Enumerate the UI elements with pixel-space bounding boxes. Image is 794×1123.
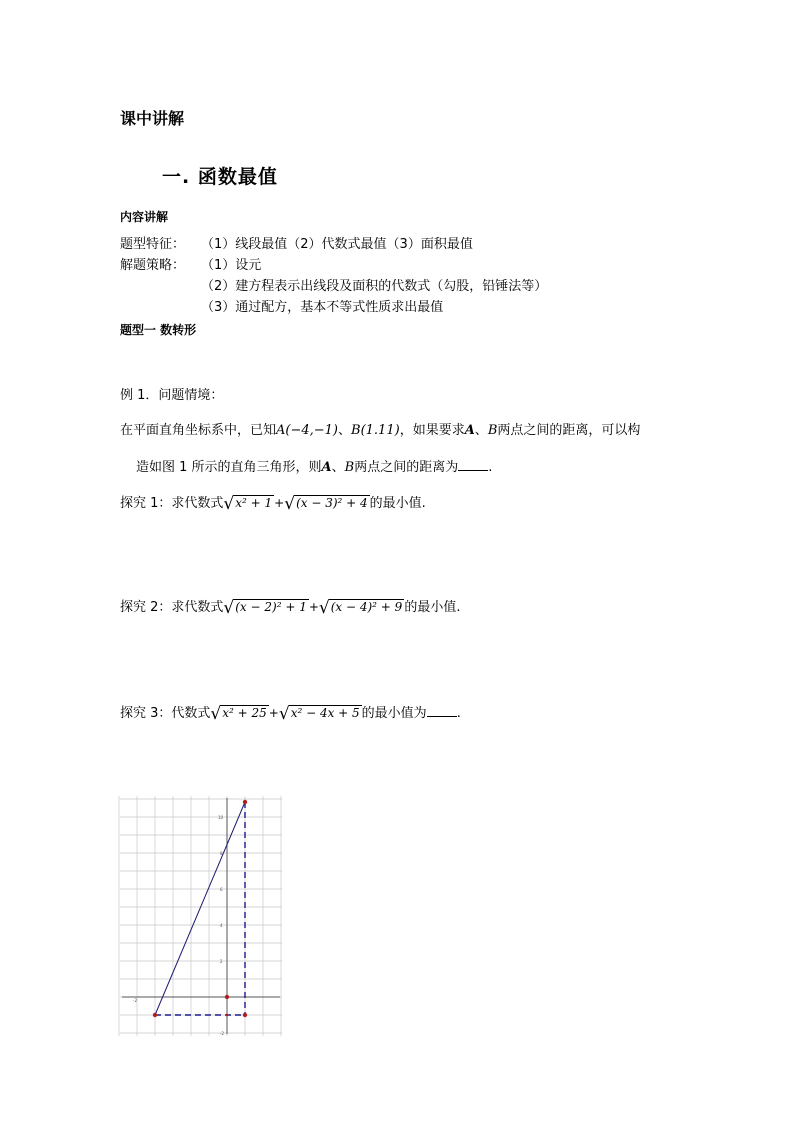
example-line-2: [136, 456, 492, 475]
example-text: ，如果要求: [399, 423, 465, 438]
point-b-marker: [243, 800, 247, 804]
radicand: x² + 25: [222, 706, 267, 720]
example-title: 例 1．问题情境：: [120, 388, 224, 403]
explore-text: 的最小值.: [369, 496, 426, 511]
tick-label: -2: [133, 998, 137, 1003]
bottom-axis-marker: [226, 1014, 229, 1017]
example-text: 在平面直角坐标系中，已知: [120, 423, 277, 438]
point-b: B(1.11): [351, 423, 400, 438]
grid: [119, 796, 282, 1036]
explore-2: [120, 596, 460, 618]
explore-3: [120, 702, 461, 724]
radicand: (x − 2)² + 1: [235, 600, 307, 614]
radical: √x² + 25: [210, 703, 267, 724]
radical: √x² − 4x + 5: [278, 703, 360, 724]
separator: 、: [338, 423, 352, 438]
point-a-marker: [153, 1013, 157, 1017]
radicand: (x − 3)² + 4: [296, 496, 368, 510]
separator: 、: [331, 460, 345, 475]
tick-label: 4: [220, 923, 223, 928]
type-heading: 题型一 数转形: [120, 323, 197, 337]
explore-text: 探究 1：求代数式: [120, 496, 224, 511]
example-text: 造如图 1 所示的直角三角形，则: [136, 460, 322, 475]
axes: [122, 798, 280, 1034]
section-title: 课中讲解: [120, 109, 185, 128]
example-text: 两点之间的距离，可以构: [497, 423, 641, 438]
features-line: [120, 233, 473, 252]
features-label: 题型特征：: [120, 237, 186, 252]
tick-label: 8: [220, 851, 223, 856]
letter-a: A: [321, 460, 332, 475]
radicand: x² + 1: [235, 496, 273, 510]
strategy-item: （2）建方程表示出线段及面积的代数式（勾股，铅锤法等）: [201, 279, 548, 294]
letter-b: B: [487, 423, 498, 438]
tick-label: 2: [220, 959, 223, 964]
chapter-title: 一. 函数最值: [162, 166, 278, 188]
tick-label: 6: [220, 887, 223, 892]
radical: √(x − 4)² + 9: [318, 597, 403, 618]
features-text: （1）线段最值（2）代数式最值（3）面积最值: [201, 237, 473, 252]
radicand: x² − 4x + 5: [290, 706, 360, 720]
point-a: A(−4,−1): [276, 423, 339, 438]
plus-sign: +: [274, 496, 285, 510]
right-angle-point-marker: [243, 1013, 247, 1017]
plus-sign: +: [268, 706, 279, 720]
explore-1: [120, 492, 426, 514]
tick-label: 10: [218, 815, 224, 820]
strategy-item: （3）通过配方，基本不等式性质求出最值: [201, 300, 444, 315]
radical: √(x − 3)² + 4: [284, 493, 368, 514]
letter-b: B: [344, 460, 355, 475]
radical: √x² + 1: [223, 493, 273, 514]
answer-blank: [427, 704, 457, 717]
period: .: [456, 706, 461, 721]
plus-sign: +: [308, 600, 319, 614]
example-line-1: [120, 419, 640, 438]
letter-a: A: [464, 423, 475, 438]
strategies-line: [120, 254, 261, 273]
strategy-item: （1）设元: [201, 258, 262, 273]
tick-label: -2: [220, 1031, 224, 1036]
strategies-label: 解题策略：: [120, 258, 186, 273]
explore-text: 的最小值.: [404, 600, 461, 615]
radicand: (x − 4)² + 9: [330, 600, 403, 614]
example-text: 两点之间的距离为: [354, 460, 459, 475]
explore-text: 探究 2：求代数式: [120, 600, 224, 615]
explore-text: 探究 3：代数式: [120, 706, 211, 721]
answer-blank: [458, 458, 488, 471]
axis-intersection-marker: [225, 995, 229, 999]
radical: √(x − 2)² + 1: [223, 597, 307, 618]
explore-text: 的最小值为: [361, 706, 427, 721]
content-heading: 内容讲解: [120, 210, 169, 224]
period: .: [488, 460, 493, 475]
tick-labels: [133, 815, 224, 1036]
coordinate-figure: [118, 792, 284, 1038]
hypotenuse-ab: [155, 802, 245, 1015]
separator: 、: [474, 423, 488, 438]
